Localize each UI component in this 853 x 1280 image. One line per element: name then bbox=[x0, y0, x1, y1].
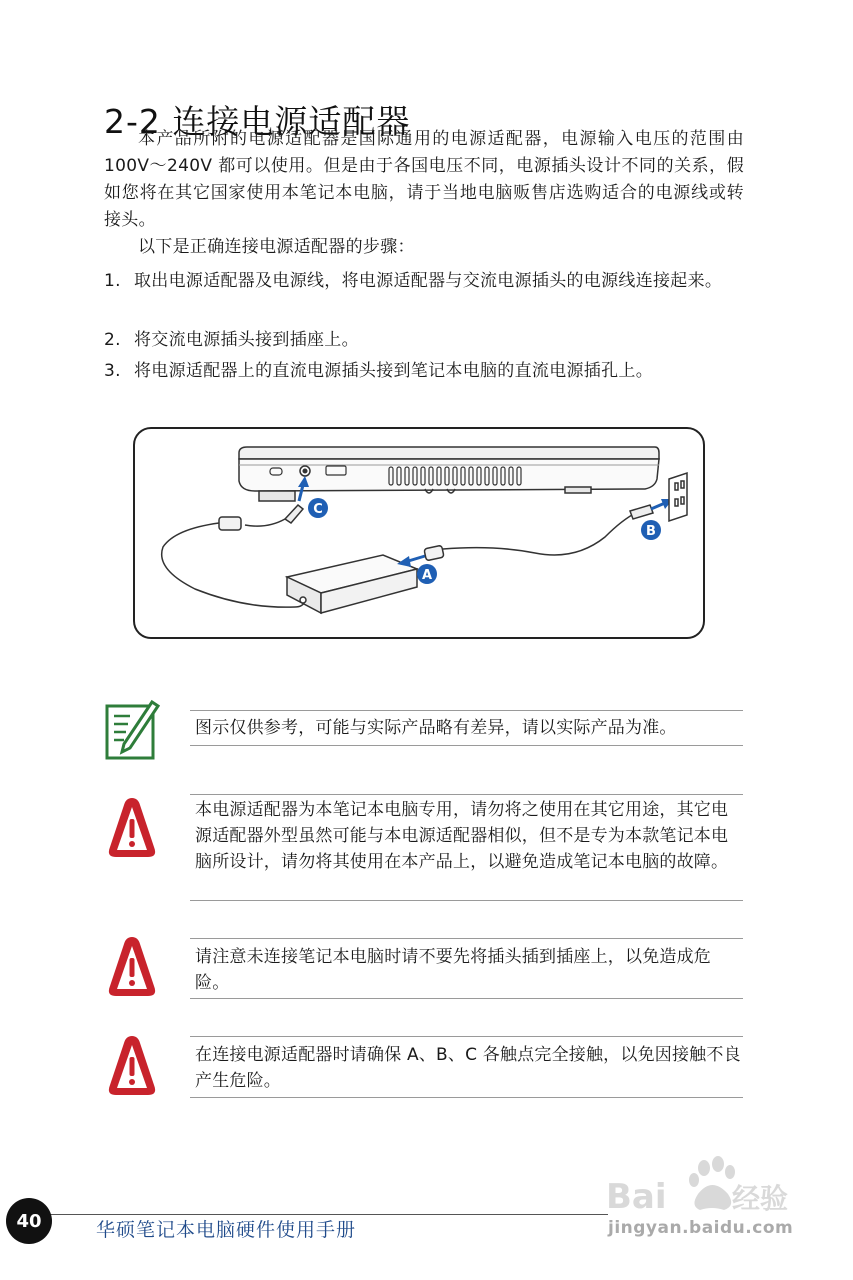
label-c bbox=[308, 498, 328, 518]
steps-intro: 以下是正确连接电源适配器的步骤： bbox=[138, 237, 415, 257]
step-text: 将电源适配器上的直流电源插头接到笔记本电脑的直流电源插孔上。 bbox=[134, 361, 653, 381]
step-text: 将交流电源插头接到插座上。 bbox=[134, 330, 359, 350]
warning-cone-icon bbox=[104, 1033, 160, 1099]
warning-text: 本电源适配器为本笔记本电脑专用，请勿将之使用在其它用途，其它电源适配器外型虽然可能与本电源适配器相似，但不是专为本款笔记本电脑所设计，请勿将其使用在本产品上，以避免造成笔记本电脑的故障。 bbox=[195, 800, 729, 872]
dc-cable bbox=[162, 505, 305, 607]
step-number: 2. bbox=[104, 330, 121, 350]
warning-text: 在连接电源适配器时请确保 A、B、C 各触点完全接触，以免因接触不良产生危险。 bbox=[195, 1045, 741, 1091]
intro-paragraph: 本产品所附的电源适配器是国际通用的电源适配器，电源输入电压的范围由 100V～240V 都可以使用。但是由于各国电压不同，电源插头设计不同的关系，假如您将在其它国家使用本笔记本电脑，请于当地电脑贩售店选购适合的电源线或转接头。 bbox=[104, 129, 744, 230]
step-item bbox=[104, 327, 744, 354]
label-c-text: C bbox=[313, 502, 323, 517]
step-number: 3. bbox=[104, 361, 121, 381]
warning-text: 请注意未连接笔记本电脑时请不要先将插头插到插座上，以免造成危险。 bbox=[195, 947, 711, 993]
connection-diagram bbox=[135, 429, 705, 639]
warning-rule-bottom bbox=[190, 1097, 743, 1098]
note-rule-top bbox=[190, 710, 743, 711]
watermark-url: jingyan.baidu.com bbox=[608, 1218, 794, 1238]
note-pencil-icon bbox=[104, 696, 160, 762]
warning-cone-icon bbox=[104, 934, 160, 1000]
step-item bbox=[104, 358, 744, 385]
watermark-brand: Bai bbox=[606, 1177, 667, 1217]
wall-outlet-icon bbox=[669, 473, 687, 521]
note-text: 图示仅供参考，可能与实际产品略有差异，请以实际产品为准。 bbox=[195, 718, 677, 738]
manual-title: 华硕笔记本电脑硬件使用手册 bbox=[96, 1219, 357, 1241]
step-item bbox=[104, 268, 744, 295]
warning-rule-top bbox=[190, 1036, 743, 1037]
warning-rule-top bbox=[190, 794, 743, 795]
label-a-text: A bbox=[421, 568, 433, 583]
label-b-text: B bbox=[646, 524, 656, 539]
step-text: 取出电源适配器及电源线，将电源适配器与交流电源插头的电源线连接起来。 bbox=[134, 271, 723, 291]
watermark-brand-suffix: 经验 bbox=[732, 1182, 789, 1215]
warning-rule-top bbox=[190, 938, 743, 939]
step-number: 1. bbox=[104, 271, 121, 291]
power-adapter-figure bbox=[133, 427, 705, 639]
label-b bbox=[641, 520, 661, 540]
ac-cable bbox=[424, 505, 653, 561]
note-rule-bottom bbox=[190, 745, 743, 746]
warning-rule-bottom bbox=[190, 998, 743, 999]
warning-cone-icon bbox=[104, 795, 160, 861]
page-number: 40 bbox=[6, 1198, 52, 1244]
page-title: 2-2 连接电源适配器 bbox=[104, 102, 411, 142]
warning-rule-bottom bbox=[190, 900, 743, 901]
label-a bbox=[417, 564, 437, 584]
